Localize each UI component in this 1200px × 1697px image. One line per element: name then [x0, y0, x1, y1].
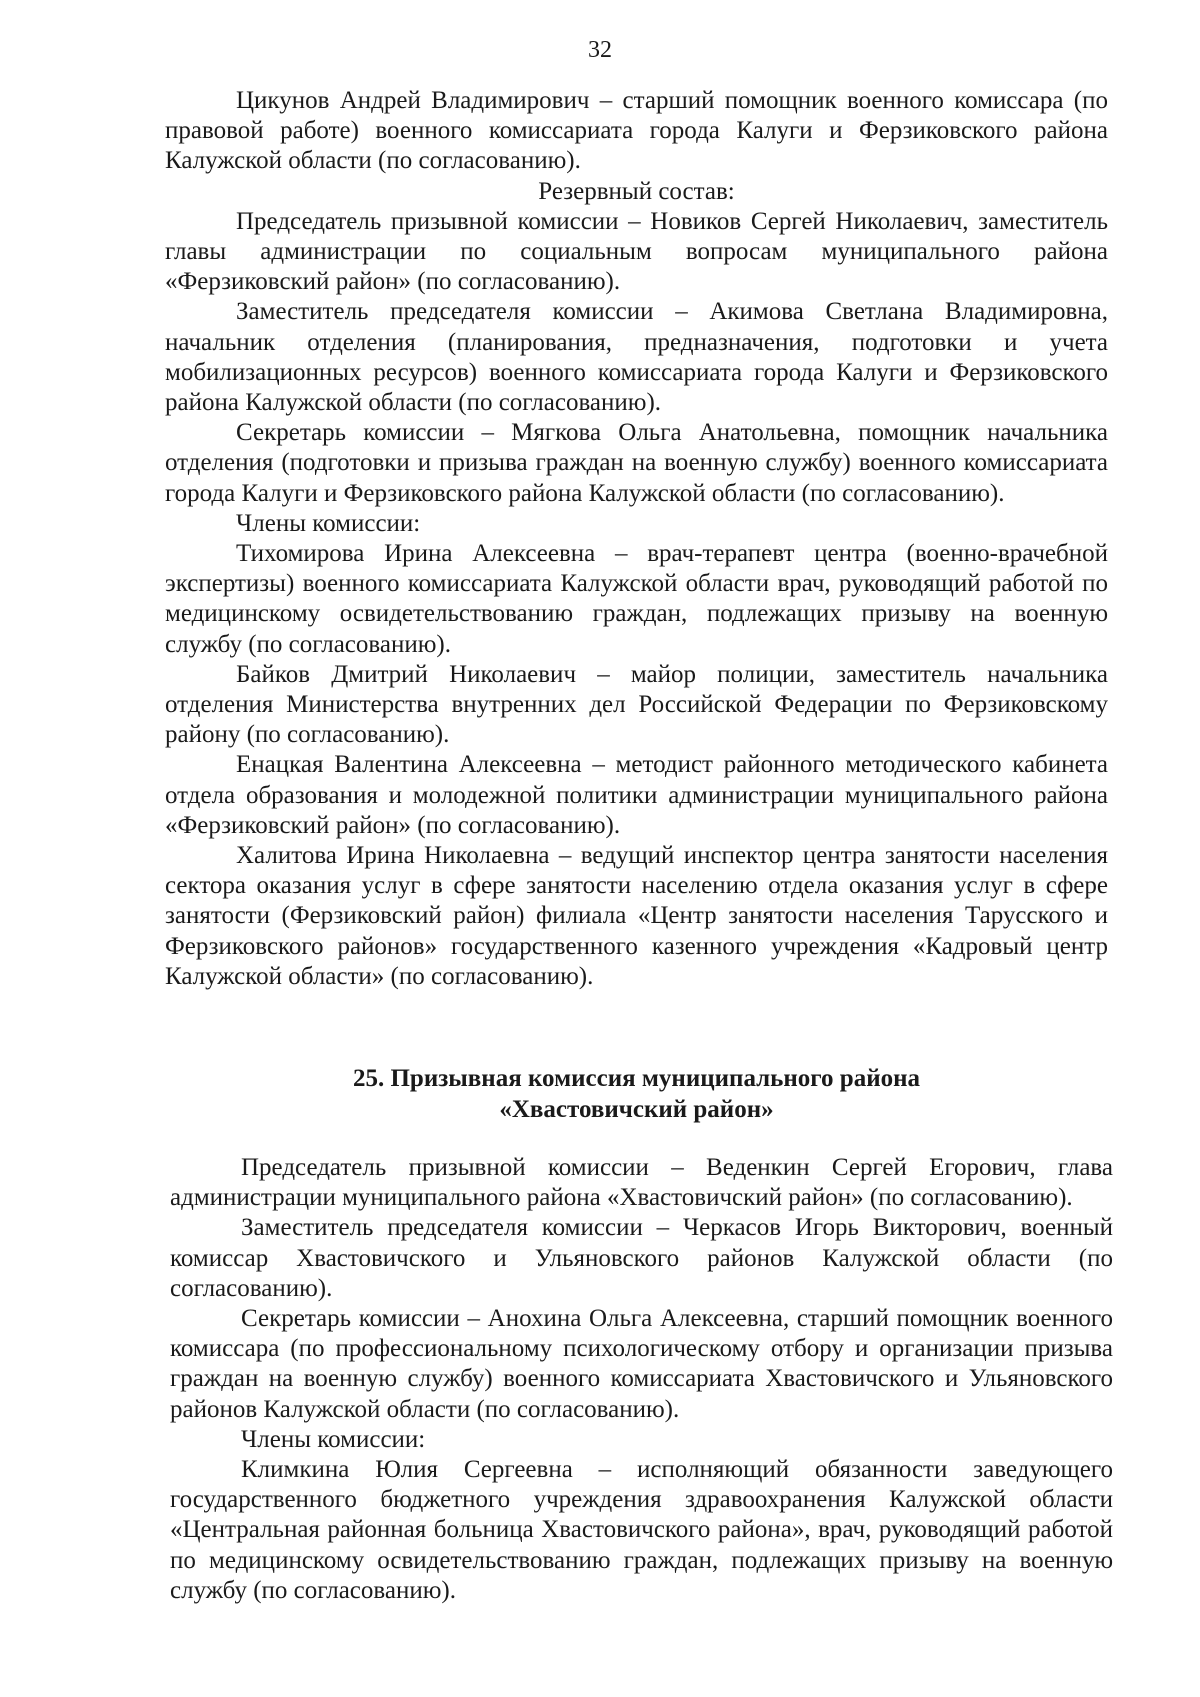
page-number: 32	[588, 37, 612, 63]
paragraph: Секретарь комиссии – Мягкова Ольга Анатольевна, помощник начальника отделения (подготовки и призыва граждан на военную службу) военного комиссариата города Калуги и Ферзиковского района Калужской области (по согласованию).	[165, 419, 1108, 507]
paragraph: Председатель призывной комиссии – Веденкин Сергей Егорович, глава администрации муниципального района «Хвастовичский район» (по согласованию).	[170, 1154, 1113, 1212]
paragraph: Байков Дмитрий Николаевич – майор полиции, заместитель начальника отделения Министерства внутренних дел Российской Федерации по Ферзиковскому району (по согласованию).	[165, 660, 1108, 749]
paragraph: Председатель призывной комиссии – Новиков Сергей Николаевич, заместитель главы администрации по социальным вопросам муниципального района «Ферзиковский район» (по согласованию).	[165, 207, 1108, 296]
members-heading: Члены комиссии:	[241, 1425, 426, 1453]
paragraph: Заместитель председателя комиссии – Черкасов Игорь Викторович, военный комиссар Хвастовичского и Ульяновского районов Калужской области (по согласованию).	[170, 1214, 1113, 1302]
paragraph: Климкина Юлия Сергеевна – исполняющий обязанности заведующего государственного бюджетного учреждения здравоохранения Калужской области «Центральная районная больница Хвастовичского района», врач, руководящий работой по медицинскому освидетельствованию граждан, подлежащих призыву на военную службу (по согласованию).	[170, 1456, 1113, 1604]
paragraph: Заместитель председателя комиссии – Акимова Светлана Владимировна, начальник отделения (планирования, предназначения, подготовки и учета мобилизационных ресурсов) военного комиссариата города Калуги и Ферзиковского района Калужской области (по согласованию).	[165, 298, 1108, 417]
paragraph: Секретарь комиссии – Анохина Ольга Алексеевна, старший помощник военного комиссара (по профессиональному психологическому отбору и организации призыва граждан на военную службу) военного комиссариата Хвастовичского и Ульяновского районов Калужской области (по согласованию).	[170, 1305, 1113, 1423]
section-heading	[165, 1063, 1108, 1125]
section-heading-line2: «Хвастовичский район»	[499, 1096, 774, 1123]
paragraph: Енацкая Валентина Алексеевна – методист районного методического кабинета отдела образования и молодежной политики администрации муниципального района «Ферзиковский район» (по согласованию).	[165, 751, 1108, 839]
section-heading-line1: 25. Призывная комиссия муниципального района	[352, 1065, 921, 1092]
paragraph: Халитова Ирина Николаевна – ведущий инспектор центра занятости населения сектора оказания услуг в сфере занятости населению отдела оказания услуг в сфере занятости (Ферзиковский район) филиала «Центр занятости населения Тарусского и Ферзиковского районов» государственного казенного учреждения «Кадровый центр Калужской области» (по согласованию).	[165, 842, 1108, 990]
members-heading: Члены комиссии:	[236, 509, 421, 537]
paragraph: Цикунов Андрей Владимирович – старший помощник военного комиссара (по правовой работе) военного комиссариата города Калуги и Ферзиковского района Калужской области (по согласованию).	[165, 87, 1108, 175]
commission-block-khvastovichsky	[170, 1153, 1113, 1606]
reserve-heading: Резервный состав:	[538, 177, 735, 205]
paragraph: Тихомирова Ирина Алексеевна – врач-терапевт центра (военно-врачебной экспертизы) военного комиссариата Калужской области врач, руководящий работой по медицинскому освидетельствованию граждан, подлежащих призыву на военную службу (по согласованию).	[165, 540, 1108, 658]
commission-block-ferzikovsky	[165, 86, 1108, 992]
